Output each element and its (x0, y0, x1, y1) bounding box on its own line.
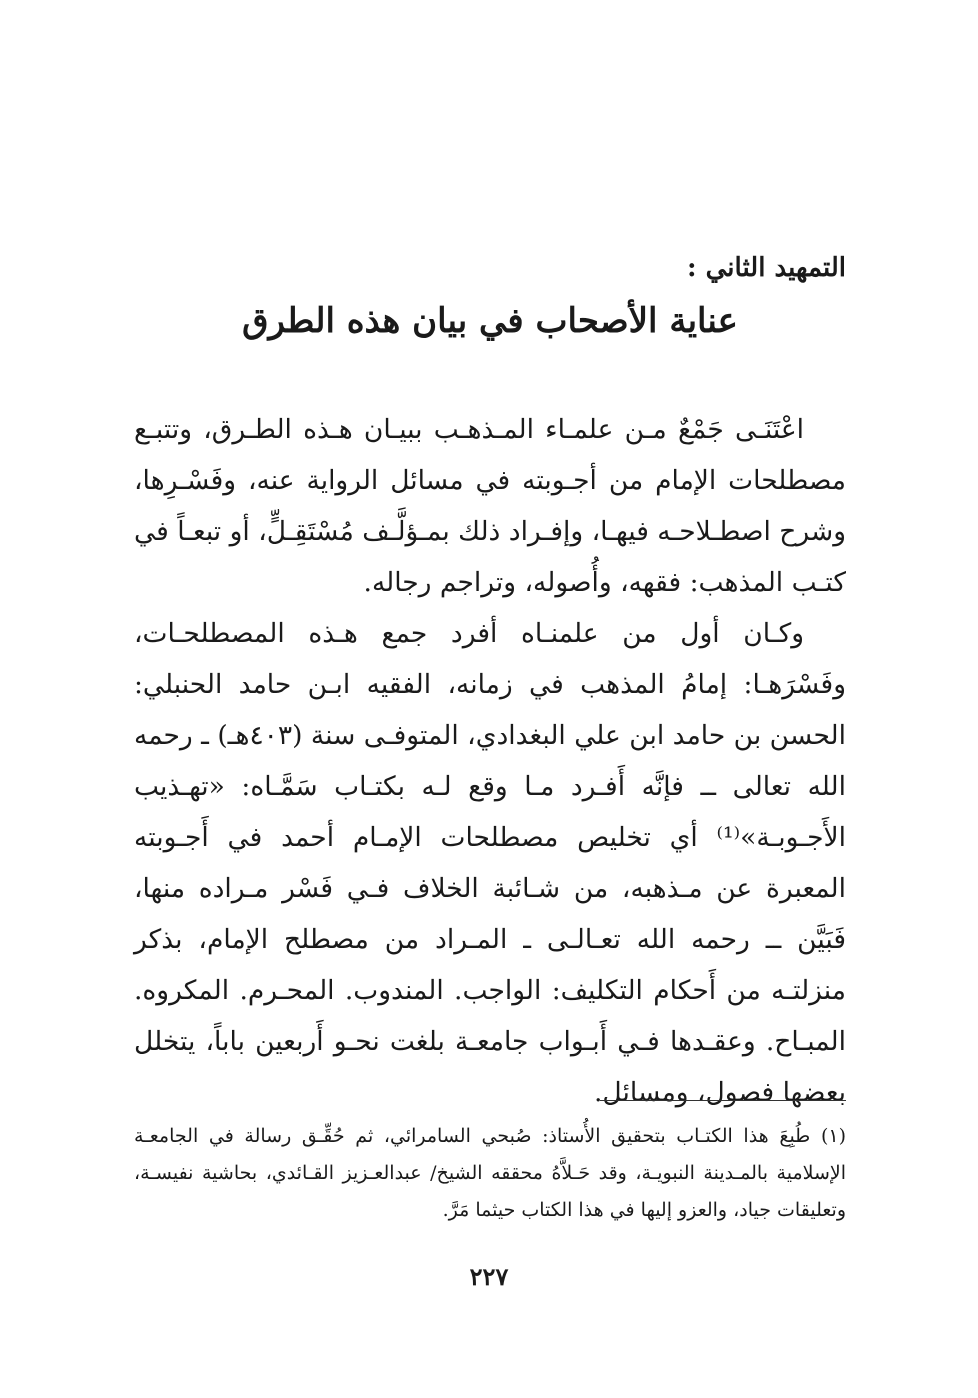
footnotes (134, 1118, 846, 1229)
chapter-title-text: عناية الأصحاب في بيان هذه الطرق (242, 301, 738, 341)
footnote-divider (600, 1100, 846, 1101)
chapter-title (134, 294, 846, 348)
paragraph: وكـان أول من علمنـاه أفرد جمع هـذه المصطلحـات، وفَسْرَهـا: إمامُ المذهب في زمانه، الفقيه ابـن حامد الحنبلي: الحسن بن حامد ابن علي البغدادي، المتوفـى سنة (٤٠٣هـ) ـ رحمه الله تعالى ــ فإنَّه أَفـرد مـا وقع لـه بكتـاب سَمَّـاه: «تهـذيب الأَجـوبـة»⁽¹⁾ أي تخليص مصطلحات الإمـام أحمد في أَجـوبته المعبرة عن مـذهبه، من شـائبة الخلاف فـي فَسْر مـراده منها، فَبَيَّن ــ رحمه الله تعـالـى ـ المـراد من مصطلح الإمام، بذكر منزلتـه من أَحكام التكليف: الواجب. المندوب. المحـرم. المكروه. المبـاح. وعقـدها فـي أَبـواب جامعـة بلغت نحـو أَربعين باباً، يتخلل بعضها فصول، ومسائل. (134, 618, 846, 1108)
footnote: (١) طُبِعَ هذا الكتـاب بتحقيق الأُستاذ: صُبحي السامرائي، ثم حُقِّـق رسالة في الجامعـة الإسلامية بالمـدينة النبويـة، وقد حَـلاَّهُ محققه الشيخ/ عبدالعـزيز القـائدي، بحاشية نفيسـة، وتعليقات جياد، والعزو إليها في هذا الكتاب حيثما مَرَّ. (134, 1125, 846, 1221)
paragraph: اعْتَنَـى جَمْعٌ مـن علمـاء المـذهـب ببيـان هـذه الطـرق، وتتبـع مصطلحات الإمام من أجـوبته في مسائل الرواية عنه، وفَسْـرِها، وشرح اصطـلاحـه فيهـا، وإفـراد ذلك بمـؤلَّـف مُسْتَقِـلٍّ، أو تبعـاً في كتـب المذهب: فقهه، وأُصوله، وتراجم رجاله. (134, 414, 846, 598)
body-text (134, 404, 846, 1118)
page-number: ٢٢٧ (469, 1262, 509, 1291)
section-prelude-heading: التمهيد الثاني : (686, 253, 846, 283)
